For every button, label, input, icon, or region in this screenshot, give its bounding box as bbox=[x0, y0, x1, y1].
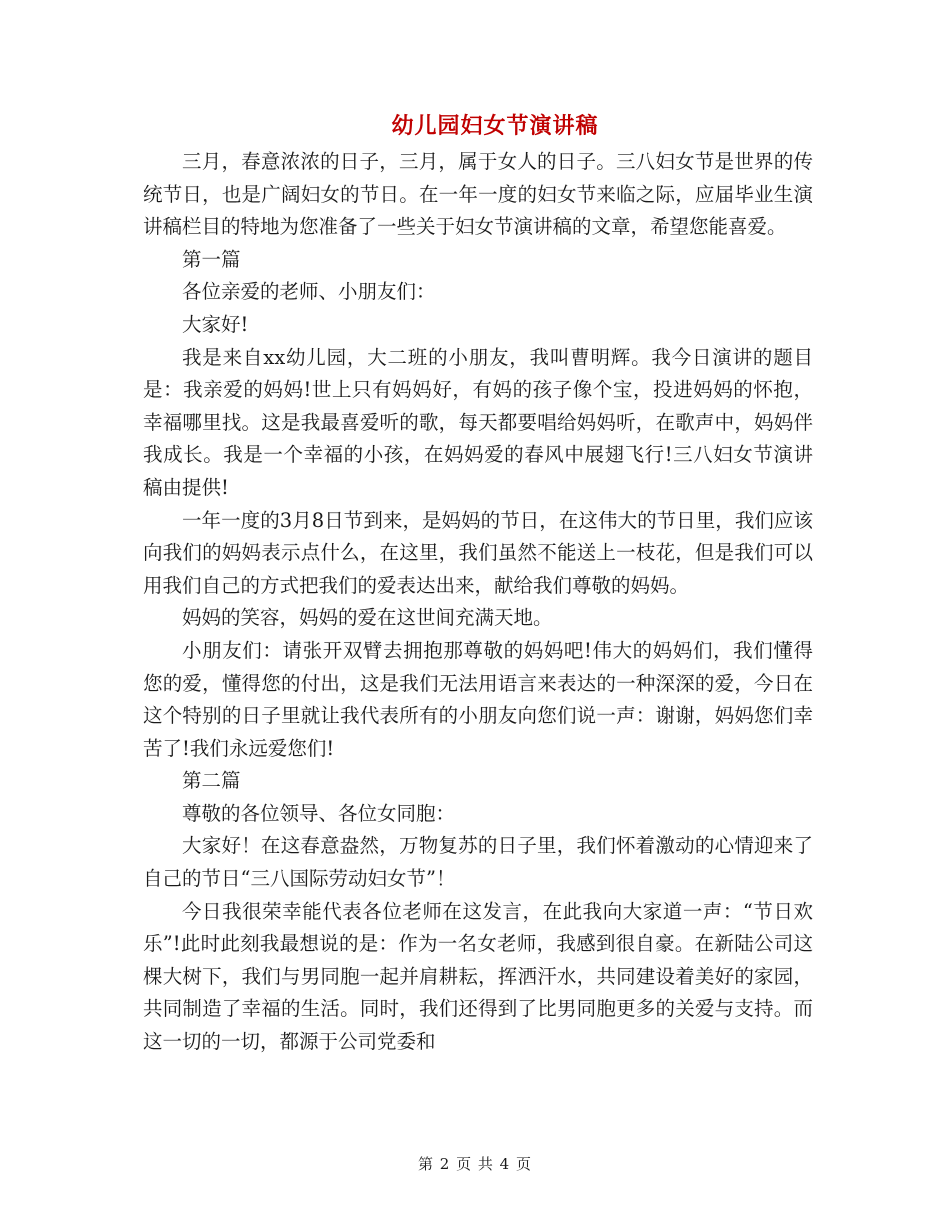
paragraph: 我是来自xx幼儿园，大二班的小朋友，我叫曹明辉。我今日演讲的题目是：我亲爱的妈妈!世上只有妈妈好，有妈的孩子像个宝，投进妈妈的怀抱，幸福哪里找。这是我最喜爱听的歌，每天都要唱给妈妈听，在歌声中，妈妈伴我成长。我是一个幸福的小孩，在妈妈爱的春风中展翅飞行!三八妇女节演讲稿由提供! bbox=[143, 345, 813, 499]
paragraph: 小朋友们：请张开双臂去拥抱那尊敬的妈妈吧!伟大的妈妈们，我们懂得您的爱，懂得您的付出，这是我们无法用语言来表达的一种深深的爱，今日在这个特别的日子里就让我代表所有的小朋友向您们说一声：谢谢，妈妈您们幸苦了!我们永远爱您们! bbox=[143, 638, 813, 760]
document-body bbox=[143, 146, 813, 1059]
document-title: 幼儿园妇女节演讲稿 bbox=[391, 113, 599, 139]
paragraph: 妈妈的笑容，妈妈的爱在这世间充满天地。 bbox=[182, 606, 553, 630]
paragraph: 各位亲爱的老师、小朋友们： bbox=[182, 280, 436, 304]
page-footer: 第 2 页 共 4 页 bbox=[418, 1155, 532, 1173]
paragraph: 三月，春意浓浓的日子，三月，属于女人的日子。三八妇女节是世界的传统节日，也是广阔妇女的节日。在一年一度的妇女节来临之际，应届毕业生演讲稿栏目的特地为您准备了一些关于妇女节演讲稿的文章，希望您能喜爱。 bbox=[143, 150, 813, 239]
paragraph: 一年一度的3月8日节到来，是妈妈的节日，在这伟大的节日里，我们应该向我们的妈妈表示点什么，在这里，我们虽然不能送上一枝花，但是我们可以用我们自己的方式把我们的爱表达出来，献给我们尊敬的妈妈。 bbox=[143, 508, 813, 597]
paragraph: 大家好！在这春意盎然，万物复苏的日子里，我们怀着激动的心情迎来了自己的节日“三八国际劳动妇女节”！ bbox=[143, 834, 813, 891]
section-heading: 第一篇 bbox=[182, 247, 241, 271]
section-heading: 第二篇 bbox=[182, 769, 241, 793]
paragraph: 大家好! bbox=[182, 312, 249, 336]
paragraph: 今日我很荣幸能代表各位老师在这发言，在此我向大家道一声：“节日欢乐”!此时此刻我最想说的是：作为一名女老师，我感到很自豪。在新陆公司这棵大树下，我们与男同胞一起并肩耕耘，挥洒汗水，共同建设着美好的家园，共同制造了幸福的生活。同时，我们还得到了比男同胞更多的关爱与支持。而这一切的一切，都源于公司党委和 bbox=[143, 899, 813, 1054]
paragraph: 尊敬的各位领导、各位女同胞： bbox=[182, 801, 456, 825]
